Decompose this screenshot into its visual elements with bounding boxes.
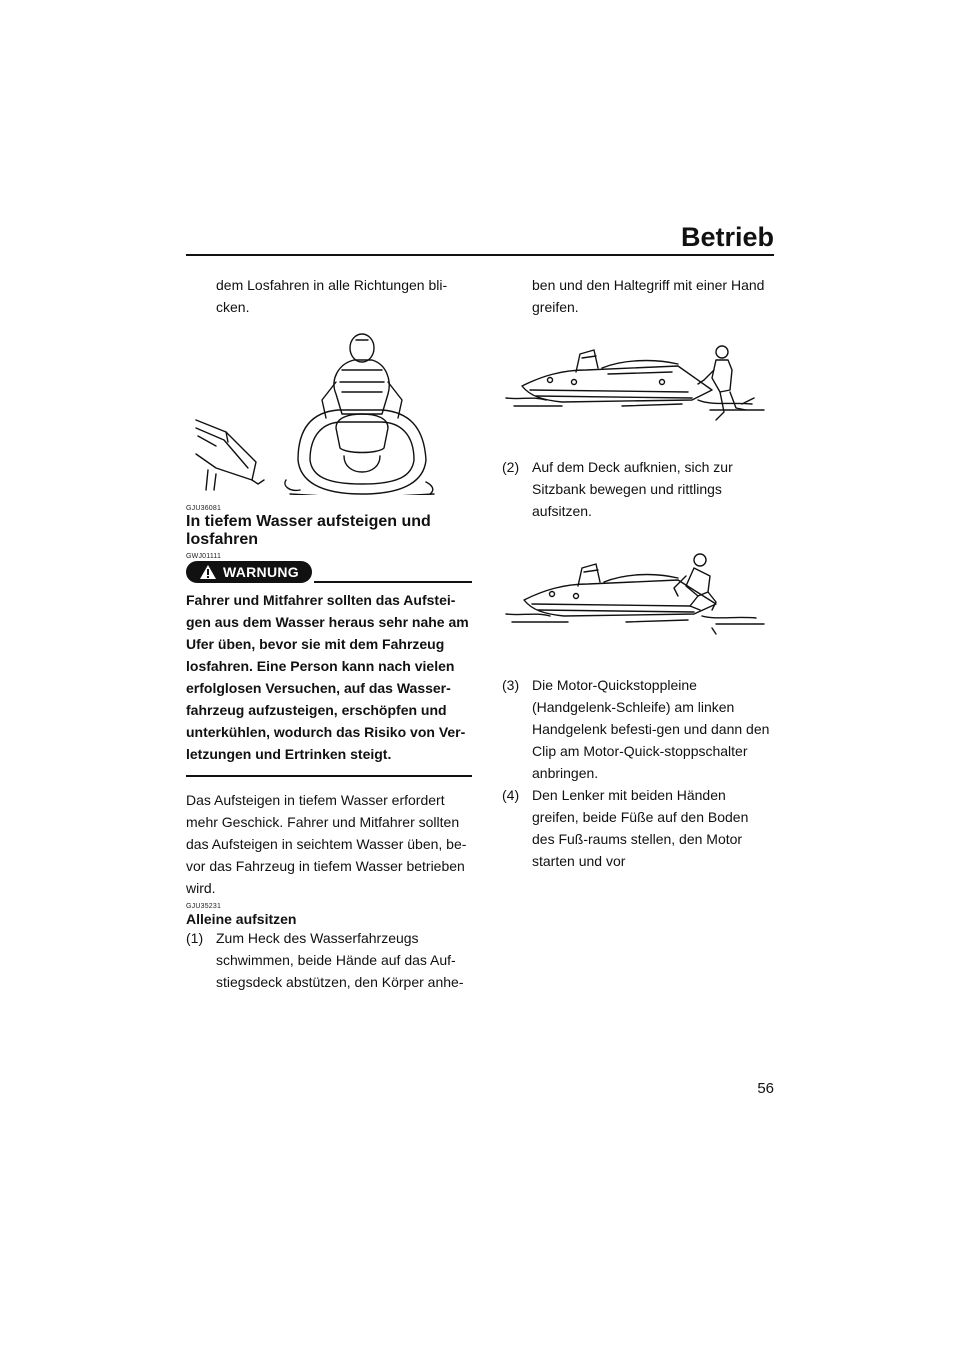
person-kneeling-on-deck-illustration: [502, 552, 774, 642]
rider-looking-around-illustration: [186, 330, 472, 495]
subsection-title: Alleine aufsitzen: [186, 911, 297, 927]
warning-label: WARNUNG: [223, 564, 299, 580]
warning-code: GWJ01111: [186, 553, 222, 560]
step-3-text: Die Motor-Quickstoppleine (Handgelenk-Schleife) am linken Handgelenk befesti-gen und dann den Clip am Motor-Quick-stoppschalter anbringen.: [532, 677, 770, 781]
step-1-text: Zum Heck des Wasserfahrzeugs schwimmen, beide Hände auf das Auf-stiegsdeck abstützen, den Körper anhe-: [216, 930, 464, 990]
header-rule: [186, 254, 774, 256]
step-2-text: Auf dem Deck aufknien, sich zur Sitzbank bewegen und rittlings aufsitzen.: [532, 459, 733, 519]
warning-badge: [186, 561, 312, 583]
subsection-code: GJU35231: [186, 903, 222, 910]
page-header-title: Betrieb: [680, 222, 774, 252]
right-column: [502, 274, 774, 872]
step-2-number: (2): [502, 459, 520, 475]
step-1-number: (1): [186, 930, 204, 946]
person-gripping-handle-illustration: [502, 340, 774, 430]
section-title: In tiefem Wasser aufsteigen und losfahren: [186, 513, 431, 548]
step-4-number: (4): [502, 787, 520, 803]
page-number: 56: [757, 1080, 774, 1097]
warning-rule-top: [314, 581, 472, 583]
body-paragraph: Das Aufsteigen in tiefem Wasser erfordert mehr Geschick. Fahrer und Mitfahrer sollten das Aufsteigen in seichtem Wasser üben, be-vor das Fahrzeug in tiefem Wasser betrieben wird.: [186, 792, 467, 896]
step-1: [186, 927, 472, 993]
step-2: [502, 456, 774, 522]
intro-line-1: dem Losfahren in alle Richtungen bli-: [216, 277, 448, 293]
warning-text: Fahrer und Mitfahrer sollten das Aufstei-gen aus dem Wasser heraus sehr nahe am Ufer üben, bevor sie mit dem Fahrzeug losfahren. Eine Person kann nach vielen erfolglosen Versuchen, auf das Wasser-fahrzeug aufzusteigen, erschöpfen und unterkühlen, wodurch das Risiko von Ver-letzungen und Ertrinken steigt.: [186, 592, 469, 762]
step-1-continued: ben und den Haltegriff mit einer Hand greifen.: [532, 277, 765, 315]
intro-line-2: cken.: [216, 299, 250, 315]
left-column: [186, 274, 472, 993]
intro-continued: [186, 274, 472, 318]
step-3-number: (3): [502, 677, 520, 693]
step-4: [502, 784, 774, 872]
warning-header: [186, 561, 472, 583]
step-4-text: Den Lenker mit beiden Händen greifen, beide Füße auf den Boden des Fuß-raums stellen, den Motor starten und vor: [532, 787, 749, 869]
section-code: GJU36081: [186, 505, 222, 512]
step-3: [502, 674, 774, 784]
warning-triangle-icon: [199, 564, 217, 580]
